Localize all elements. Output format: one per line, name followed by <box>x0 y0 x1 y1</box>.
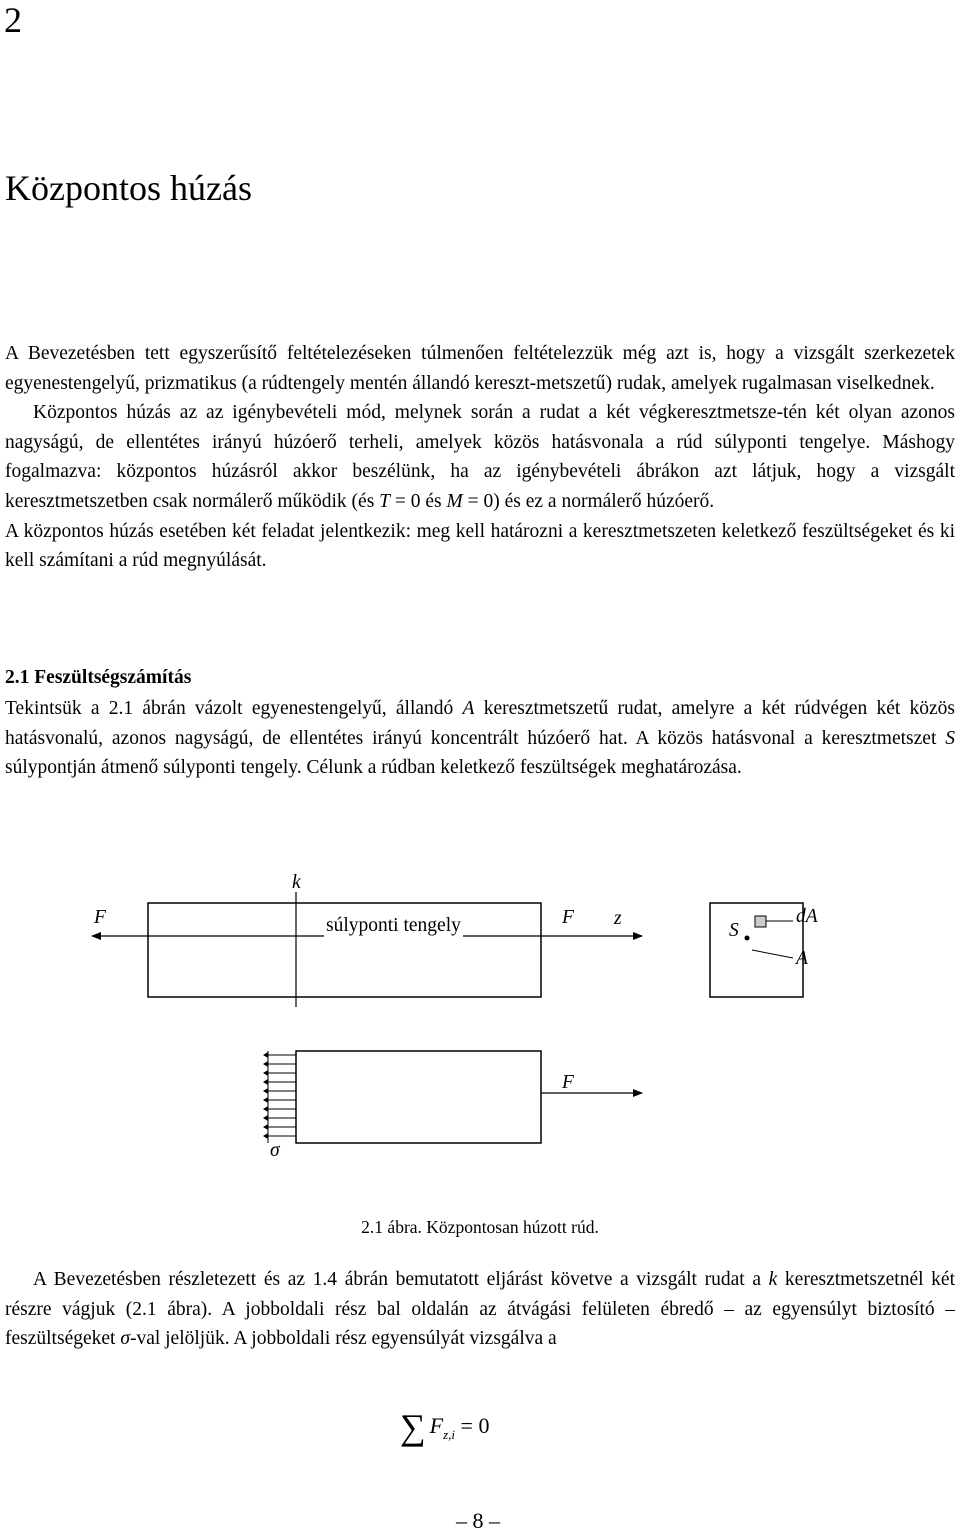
closing-text-1: A Bevezetésben részletezett és az 1.4 ábrán bemutatott eljárást követve a vizsgált rudat a <box>33 1269 769 1290</box>
intro-sentence-2: Központos húzás az az igénybevételi mód, melynek során a rudat a két végkeresztmetsze-tén két olyan azonos nagyságú, de ellentétes irányú húzóerő terheli, amelyek közös hatásvonala a rúd súlyponti tengelye. Máshogy fogalmazva: központos húzásról akkor beszélünk, ha az igénybevételi ábrákon azt látjuk, hogy a vizsgált keresztmetszetben csak normálerő működik (és <box>5 402 955 512</box>
var-S: S <box>945 727 955 749</box>
figure-caption <box>0 1216 960 1238</box>
eq-rhs: = 0 <box>455 1413 490 1438</box>
centroid-dot <box>745 936 750 941</box>
figure-drawing <box>0 860 960 1160</box>
label-sigma: σ <box>270 1140 280 1161</box>
label-F-lower: F <box>562 1072 574 1093</box>
A-leader-line <box>752 950 793 958</box>
var-A: A <box>462 698 475 719</box>
label-A: A <box>796 948 808 969</box>
figure-caption-text: 2.1 ábra. Központosan húzott rúd. <box>361 1217 599 1237</box>
figure-2-1 <box>0 860 960 1160</box>
section-text-1: Tekintsük a 2.1 ábrán vázolt egyenestengelyű, állandó <box>5 698 463 719</box>
axis-label: súlyponti tengely <box>326 915 461 936</box>
section-text-3: súlypontján átmenő súlyponti tengely. Célunk a rúdban keletkező feszültségek meghatározása. <box>5 757 742 779</box>
free-body-rectangle <box>296 1051 541 1143</box>
var-k: k <box>768 1269 778 1290</box>
label-k: k <box>292 872 301 893</box>
chapter-title: Központos húzás <box>5 168 252 208</box>
eq-force: F <box>429 1413 444 1438</box>
var-M: M <box>446 490 463 512</box>
closing-paragraph <box>5 1265 955 1354</box>
intro-mid: = 0 és <box>390 490 447 512</box>
var-T: T <box>379 490 391 512</box>
eq-subscript: z,i <box>443 1427 456 1442</box>
area-element-dA <box>755 916 766 927</box>
intro-end: = 0) és ez a normálerő húzóerő. <box>462 490 715 512</box>
section-title: 2.1 Feszültségszámítás <box>5 667 192 688</box>
sum-symbol: ∑ <box>400 1407 426 1447</box>
closing-text-2: keresztmetszetnél két részre vágjuk (2.1 ábra). A jobboldali rész bal oldalán az átvágási felületen ébredő – az egyensúlyt biztosító – feszültségeket <box>5 1269 955 1350</box>
section-paragraph <box>5 694 955 783</box>
stress-arrows <box>263 1051 296 1143</box>
intro-sentence-3: A központos húzás esetében két feladat jelentkezik: meg kell határozni a keresztmetszeten keletkező feszültségeket és ki kell számítani a rúd megnyúlását. <box>5 520 955 572</box>
label-z: z <box>614 908 622 929</box>
label-F-right: F <box>562 907 574 928</box>
equilibrium-equation <box>400 1406 489 1446</box>
var-sigma: σ <box>120 1328 130 1350</box>
chapter-number: 2 <box>4 0 22 40</box>
closing-text-3: -val jelöljük. A jobboldali rész egyensúlyát vizsgálva a <box>129 1328 557 1350</box>
intro-paragraph <box>5 339 955 576</box>
label-F-left: F <box>94 907 106 928</box>
label-dA: dA <box>796 906 818 927</box>
label-S: S <box>729 920 739 941</box>
page-number: – 8 – <box>456 1508 500 1533</box>
intro-sentence-1: A Bevezetésben tett egyszerűsítő feltételezéseken túlmenően feltételezzük még azt is, hogy a vizsgált szerkezetek egyenestengelyű, prizmatikus (a rúdtengely mentén állandó kereszt-metszetű) rudak, amelyek rugalmasan viselkednek. <box>5 343 955 394</box>
section-text-2: keresztmetszetű rudat, amelyre a két rúdvégen két közös hatásvonalú, azonos nagyságú, de ellentétes irányú koncentrált húzóerő hat. A közös hatásvonal a keresztmetszet <box>5 698 956 749</box>
